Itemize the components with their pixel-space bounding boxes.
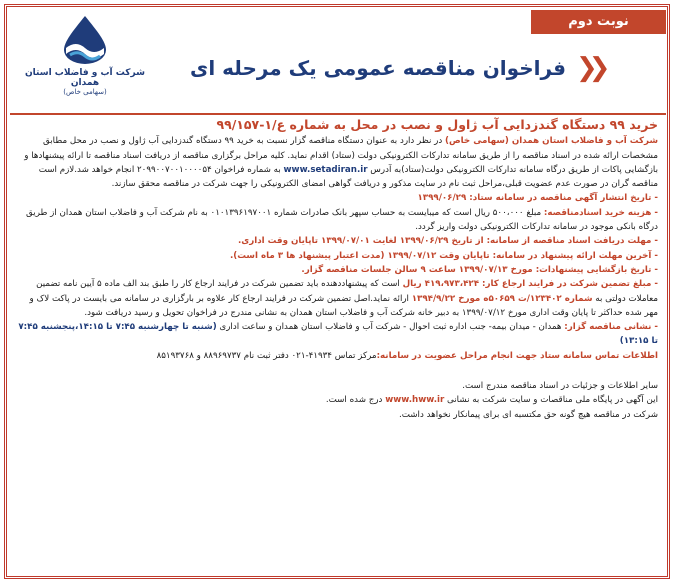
document-fee: - هزینه خرید اسنادمناقصه: مبلغ ۵۰۰،۰۰۰ ریال است که میبایست به حساب سپهر بانک صادرات شماره ۰۱۰۱۳۹۶۱۹۷۰۰۱ به نام شرکت آب و فاضلاب استان همدان از طریق درگاه بانکی موجود در سامانه تدارکات الکترونیکی دولت واریز گردد.	[26, 207, 658, 233]
footer-line-2: این آگهی در پایگاه ملی مناقصات و سایت شرکت به نشانی www.hww.ir درج شده است.	[325, 395, 658, 406]
company-name: شرکت آب و فاضلاب استان همدان (سهامی خاص)	[444, 136, 658, 147]
setad-link[interactable]: www.setadiran.ir	[283, 164, 368, 175]
footer-line-3: شرکت در مناقصه هیچ گونه حق مکتسبه ای برای پیمانکار نخواهد داشت.	[398, 409, 658, 420]
company-logo	[10, 14, 160, 96]
bid-deadline: - آخرین مهلت ارائه پیشنهاد در سامانه: تاپایان وقت ۱۳۹۹/۰۷/۱۲ (مدت اعتبار پیشنهاد ها ۳ ماه است).	[229, 250, 658, 261]
water-drop-logo-icon	[50, 14, 120, 66]
tender-body	[18, 118, 658, 422]
publication-round-badge: نوبت دوم	[531, 10, 666, 34]
intro-paragraph: شرکت آب و فاضلاب استان همدان (سهامی خاص) در نظر دارد به عنوان دستگاه مناقصه گزار نسبت به خرید ۹۹ دستگاه گندزدایی آب ژاول و نصب در محل مطابق مشخصات ارائه شده در اسناد مناقصه را از طریق سامانه تدارکات الکترونیکی دولت (ستاد) اقدام نماید. کلیه مراحل برگزاری مناقصه از دریافت اسناد مناقصه تا ارائه پیشنهادها و بازگشایی پاکات از طریق درگاه سامانه تدارکات الکترونیکی دولت(ستاد)به آدرس www.setadiran.ir به شماره فراخوان ۲۰۹۹۰۰۷۰۰۱۰۰۰۰۵۴ انجام خواهد شد.لازم است مناقصه گران در صورت عدم عضویت قبلی،مراحل ثبت نام در سایت مذکور و دریافت گواهی امضای الکترونیکی را جهت شرکت در مناقصه محقق سازند.	[24, 136, 658, 190]
setad-contact: اطلاعات تماس سامانه ستاد جهت انجام مراحل عضویت در سامانه:مرکز تماس ۴۱۹۳۴-۰۲۱ دفتر ثبت نام ۸۸۹۶۹۷۳۷ و ۸۵۱۹۳۷۶۸	[156, 350, 658, 361]
logo-company-type: (سهامی خاص)	[63, 88, 107, 96]
headline	[190, 55, 660, 81]
logo-company-name: شرکت آب و فاضلاب استان همدان	[25, 68, 145, 88]
footer-line-1: سایر اطلاعات و جزئیات در اسناد مناقصه مندرج است.	[462, 381, 658, 392]
documents-deadline: - مهلت دریافت اسناد مناقصه از سامانه: از تاریخ ۱۳۹۹/۰۶/۲۹ لغایت ۱۳۹۹/۰۷/۰۱ تاپایان وقت اداری.	[237, 236, 658, 247]
tenderer-address: - نشانی مناقصه گزار: همدان - میدان بیمه- جنب اداره ثبت احوال - شرکت آب و فاضلاب استان همدان و ساعت اداری (شنبه تا چهارشنبه ۷:۴۵ تا ۱۴:۱۵،پنجشنبه ۷:۴۵ تا ۱۳:۱۵)	[18, 322, 658, 347]
guarantee-info: - مبلغ تضمین شرکت در فرایند ارجاع کار: ۴۱۹،۹۷۳،۴۲۴ ریال است که پیشنهاددهنده باید تضمین شرکت در فرایند ارجاع کار را طبق بند الف ماده ۵ آیین نامه تضمین معاملات دولتی به شماره ۱۲۳۴۰۲/ت ۵۰۶۵۹ه مورخ ۱۳۹۴/۹/۲۲ ارائه نماید.اصل تضمین شرکت در فرایند ارجاع کار علاوه بر بارگزاری در سامانه می بایست در پاکت لاک و مهر شده حداکثر تا پایان وقت اداری مورخ ۱۳۹۹/۰۷/۱۲ به دبیر خانه شرکت آب و فاضلاب استان همدان به نشانی مندرج در فراخوان تحویل و رسید دریافت شود.	[29, 279, 658, 318]
publish-date: - تاریخ انتشار آگهی مناقصه در سامانه ستاد: ۱۳۹۹/۰۶/۲۹	[417, 193, 658, 204]
page-title: فراخوان مناقصه عمومی یک مرحله ای	[190, 56, 567, 80]
double-chevron-icon: ❮❮	[576, 53, 602, 83]
hww-link[interactable]: www.hww.ir	[385, 395, 445, 406]
title-divider	[10, 113, 666, 115]
opening-date: - تاریخ بازگشایی پیشنهادات: مورخ ۱۳۹۹/۰۷/۱۳ ساعت ۹ سالن جلسات مناقصه گزار.	[301, 264, 658, 275]
footer-notes	[18, 379, 658, 422]
tender-title: خرید ۹۹ دستگاه گندزدایی آب ژاول و نصب در محل به شماره ع/۱-۹۹/۱۵۷	[216, 117, 658, 132]
